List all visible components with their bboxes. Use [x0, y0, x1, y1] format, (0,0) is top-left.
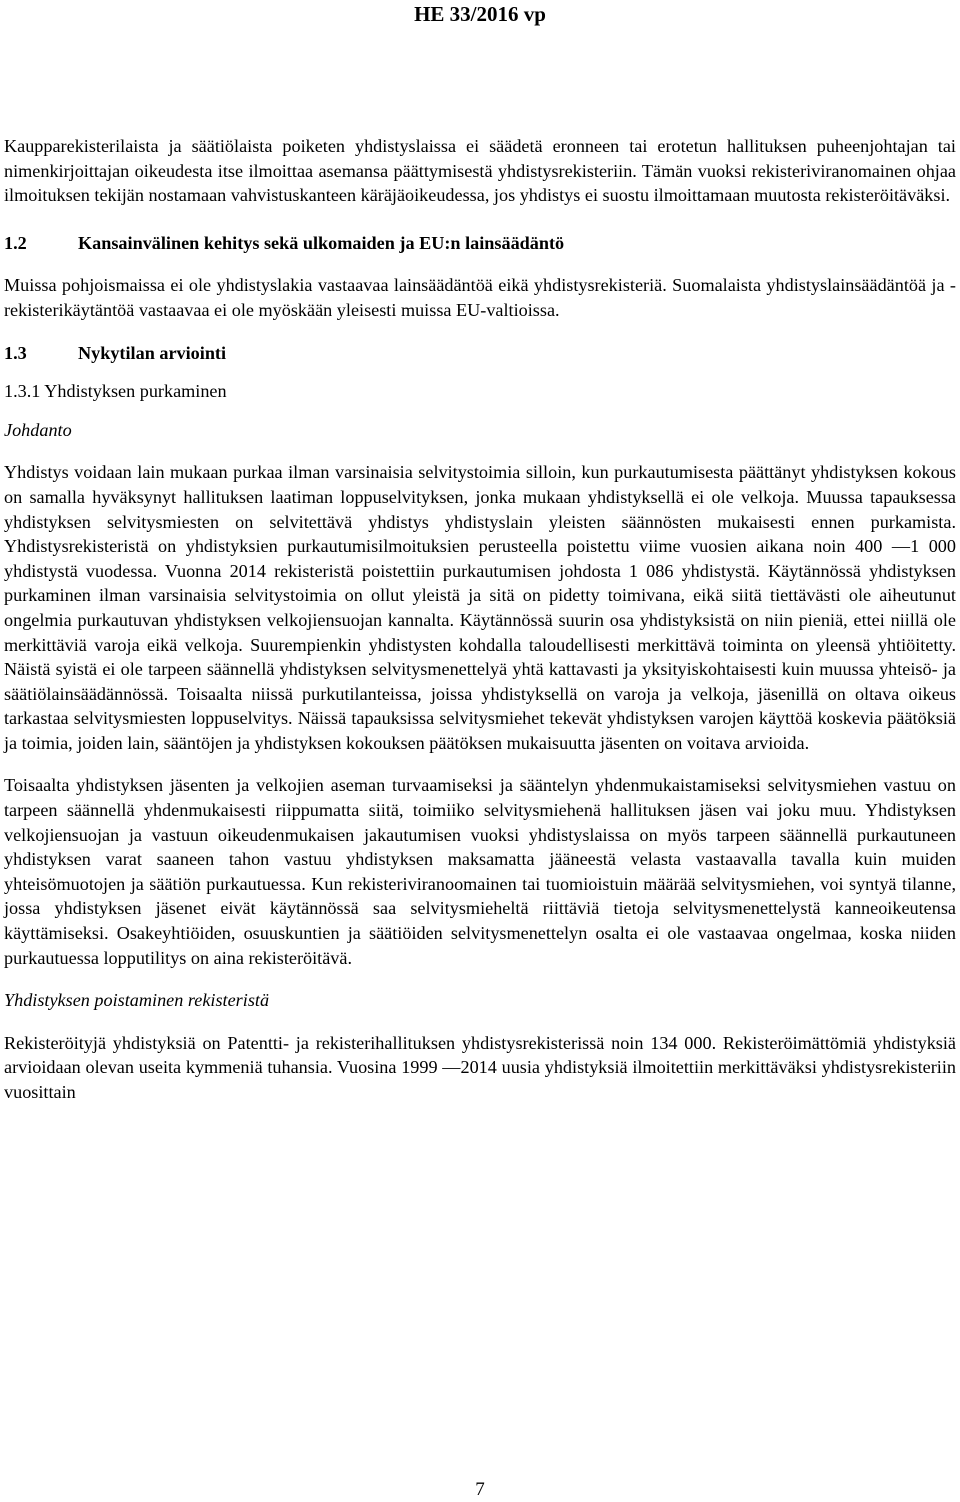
page-number: 7 [475, 1479, 485, 1500]
section-title: Kansainvälinen kehitys sekä ulkomaiden ja EU:n lainsäädäntö [78, 232, 565, 253]
paragraph-pohjoismaat: Muissa pohjoismaissa ei ole yhdistyslakia vastaavaa lainsäädäntöä eikä yhdistysrekisteriä. Suomalaista yhdistyslainsäädäntöä ja -rekisterikäytäntöä vastaavaa ei ole myöskään yleisesti muissa EU-valtioissa. [4, 275, 956, 320]
document-body [4, 134, 956, 1105]
subsection-heading-1-3-1: 1.3.1 Yhdistyksen purkaminen [4, 381, 227, 402]
document-header: HE 33/2016 vp [414, 2, 546, 26]
section-heading-1-3 [4, 341, 956, 366]
paragraph-velkojiensuoja: Toisaalta yhdistyksen jäsenten ja velkojien aseman turvaamiseksi ja sääntelyn yhdenmukaistamiseksi selvitysmiehen vastuu on tarpeen säännellä yhdenmukaisesti riippumatta siitä, toimiiko selvitysmiehenä hallituksen jäsen vai joku muu. Yhdistyksen velkojiensuojan ja vastuun oikeudenmukaisen jakautumisen vuoksi yhdistyslaissa on myös tarpeen säännellä purkautuneen yhdistyksen varat saaneen tahon vastuu yhdistyksen maksamatta jääneestä velasta vastaavalla tavalla kuin muiden yhteisömuotojen ja säätiön purkautuessa. Kun rekisteriviranoomainen tai tuomioistuin määrää selvitysmiehen, voi syntyä tilanne, jossa yhdistyksen jäsenet eivät käytännössä saa selvitysmieheltä riittäviä tietoja selvitysmenettelystä kanneoikeutensa käyttämiseksi. Osakeyhtiöiden, osuuskuntien ja säätiöiden selvitysmenettelyn osalta ei ole vastaavaa ongelmaa, koska niiden purkautuessa lopputilitys on aina rekisteröitävä. [4, 775, 956, 968]
italic-heading-poistaminen: Yhdistyksen poistaminen rekisteristä [4, 990, 270, 1011]
section-title: Nykytilan arviointi [78, 342, 227, 363]
section-heading-1-2 [4, 231, 956, 256]
italic-heading-johdanto: Johdanto [4, 419, 72, 440]
section-number: 1.2 [4, 232, 27, 253]
paragraph-rekisteroidyt: Rekisteröityjä yhdistyksiä on Patentti- ja rekisterihallituksen yhdistysrekisterissä noin 134 000. Rekisteröimättömiä yhdistyksiä arvioidaan olevan useita kymmeniä tuhansia. Vuosina 1999 —2014 uusia yhdistyksiä ilmoitettiin merkittäväksi yhdistysrekisteriin vuosittain [4, 1032, 956, 1102]
section-number: 1.3 [4, 342, 27, 363]
paragraph-purkaminen: Yhdistys voidaan lain mukaan purkaa ilman varsinaisia selvitystoimia silloin, kun purkautumisesta päättänyt yhdistyksen kokous on samalla hyväksynyt hallituksen laatiman loppuselvityksen, jonka mukaan yhdistyksellä ei ole velkoja. Muussa tapauksessa yhdistyksen selvitysmiesten on selvitettävä yhdistys yhdistyslain yleisten säännösten mukaisesti ennen purkamista. Yhdistysrekisteristä on yhdistyksien purkautumisilmoituksien perusteella poistettu viime vuosien aikana noin 400 —1 000 yhdistystä vuodessa. Vuonna 2014 rekisteristä poistettiin purkautumisen johdosta 1 086 yhdistystä. Käytännössä yhdistyksen purkaminen ilman varsinaisia selvitystoimia on ollut yleistä ja sitä on pidetty toimivana, eikä siitä tiettävästi ole aiheutunut ongelmia purkautuvan yhdistyksen velkojiensuojan kannalta. Käytännössä suurin osa yhdistyksistä on niin pieniä, ettei niillä ole merkittäviä varoja eikä velkoja. Suurempienkin yhdistysten kohdalla taloudellisesti merkittävä toiminta on yleensä yhtiöitetty. Näistä syistä ei ole tarpeen säännellä yhdistyksen selvitysmenettelyä yhtä kattavasti ja yksityiskohtaisesti kuin muussa yhteisö- ja säätiölainsäädännössä. Toisaalta niissä purkutilanteissa, joissa yhdistyksellä on varoja ja velkoja, jäsenillä on oltava oikeus tarkastaa selvitysmiesten loppuselvitys. Näissä tapauksissa selvitysmiehet tekevät yhdistyksen varojen käyttöä koskevia päätöksiä ja toimia, joiden lain, sääntöjen ja yhdistyksen kokouksen päätöksen mukaisuutta jäsenten on voitava arvioida. [4, 462, 956, 753]
paragraph-rekisteri-ilmoitus: Kaupparekisterilaista ja säätiölaista poiketen yhdistyslaissa ei säädetä eronneen tai erotetun hallituksen puheenjohtajan tai nimenkirjoittajan oikeudesta itse ilmoittaa asemansa päättymisestä yhdistysrekisteriin. Tämän vuoksi rekisteriviranomainen ohjaa ilmoituksen tekijän nostamaan vahvistuskanteen käräjäoikeudessa, jos yhdistys ei suostu ilmoittamaan muutosta rekisteröitäväksi. [4, 136, 956, 206]
